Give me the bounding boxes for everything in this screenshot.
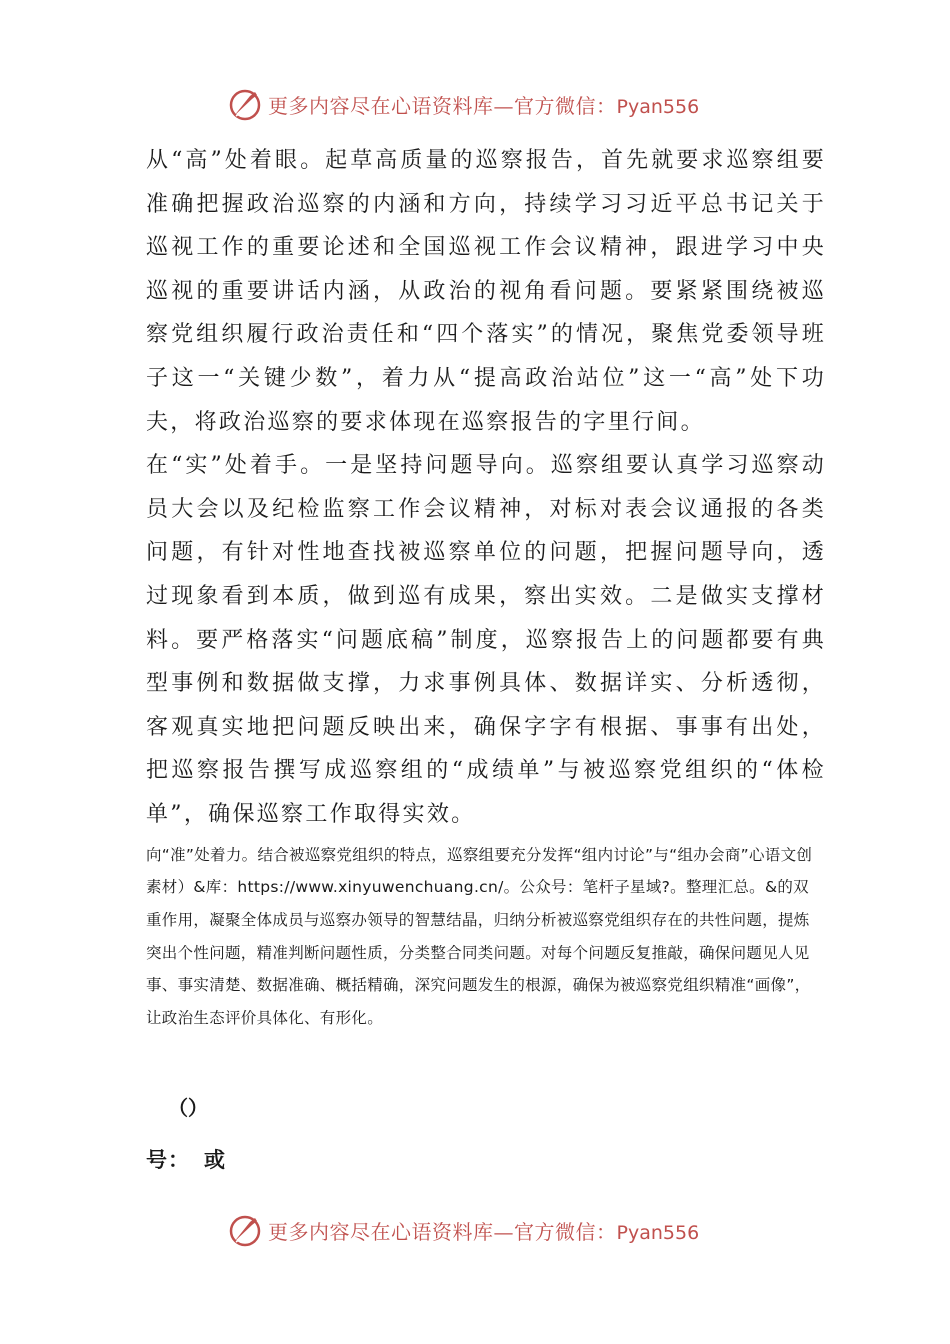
header-banner-text: 更多内容尽在心语资料库—官方微信：Pyan556 [268,93,700,118]
paragraph-zhun: 向“准”处着力。结合被巡察党组织的特点，巡察组要充分发挥“组内讨论”与“组办会商”心语文创素材）&库：https://www.xinyuwenchuang.cn/。公众号：笔杆子星域?。整理汇总。&的双重作用，凝聚全体成员与巡察办领导的智慧结晶，归纳分析被巡察党组织存在的共性问题，提炼突出个性问题，精准判断问题性质，分类整合同类问题。对每个问题反复推敲，确保问题见人见事、事实清楚、数据准确、概括精确，深究问题发生的根源，确保为被巡察党组织精准“画像”，让政治生态评价具体化、有形化。 [146,845,813,1028]
paragraph-shi: 在“实”处着手。一是坚持问题导向。巡察组要认真学习巡察动员大会以及纪检监察工作会议精神，对标对表会议通报的各类问题，有针对性地查找被巡察单位的问题，把握问题导向，透过现象看到本质，做到巡有成果，察出实效。二是做实支撑材料。要严格落实“问题底稿”制度，巡察报告上的问题都要有典型事例和数据做支撑，力求事例具体、数据详实、分析透彻，客观真实地把问题反映出来，确保字字有根据、事事有出处，把巡察报告撰写成巡察组的“成绩单”与被巡察党组织的“体检单”，确保巡察工作取得实效。 [146,453,826,827]
empty-brackets: （） [168,1096,208,1120]
footer-banner-text: 更多内容尽在心语资料库—官方微信：Pyan556 [268,1219,700,1244]
document-body [146,139,826,1035]
header-banner [228,84,728,124]
footer-banner [228,1210,728,1250]
number-label-line [146,1144,226,1174]
pen-circle-logo-icon [228,86,264,122]
paragraph-gao: 从“高”处着眼。起草高质量的巡察报告，首先就要求巡察组要准确把握政治巡察的内涵和方向，持续学习习近平总书记关于巡视工作的重要论述和全国巡视工作会议精神，跟进学习中央巡视的重要讲话内涵，从政治的视角看问题。要紧紧围绕被巡察党组织履行政治责任和“四个落实”的情况，聚焦党委领导班子这一“关键少数”，着力从“提高政治站位”这一“高”处下功夫，将政治巡察的要求体现在巡察报告的字里行间。 [146,148,826,435]
number-label-key: 号： [146,1148,190,1172]
number-label-value: 或 [204,1148,226,1172]
pen-circle-logo-icon [228,1212,264,1248]
